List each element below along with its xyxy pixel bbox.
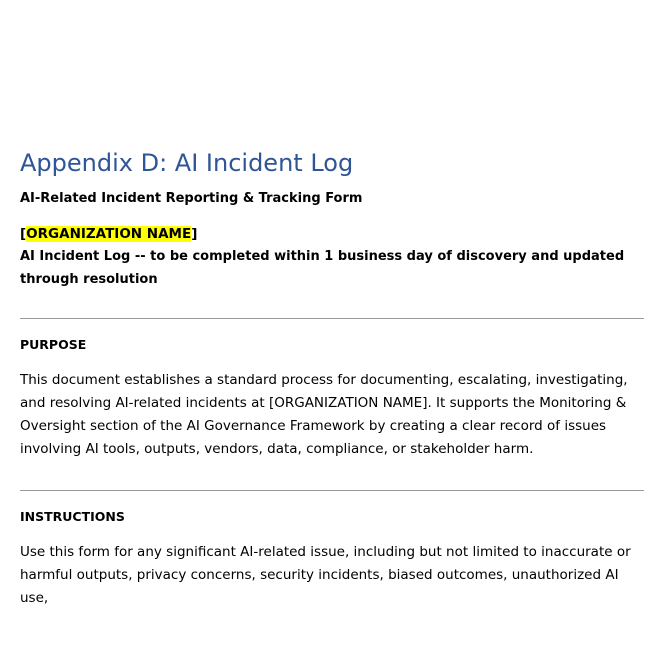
instructions-heading: INSTRUCTIONS (20, 509, 125, 524)
organization-name-placeholder: ORGANIZATION NAME (26, 226, 192, 242)
appendix-title: Appendix D: AI Incident Log (20, 149, 354, 177)
section-divider (20, 318, 644, 319)
purpose-heading: PURPOSE (20, 337, 87, 352)
org-open-bracket: [ (20, 226, 27, 242)
form-subtitle: AI-Related Incident Reporting & Tracking Form (20, 191, 363, 206)
completion-deadline-note: AI Incident Log -- to be completed within 1 business day of discovery and updated through resolution (20, 249, 625, 287)
section-divider (20, 490, 644, 491)
instructions-paragraph: Use this form for any significant AI-related issue, including but not limited to inaccurate or harmful outputs, privacy concerns, security incidents, biased outcomes, unauthorized AI use, (20, 544, 631, 606)
purpose-paragraph: This document establishes a standard process for documenting, escalating, investigating, and resolving AI-related incidents at [ORGANIZATION NAME]. It supports the Monitoring & Oversight section of the AI Governance Framework by creating a clear record of issues involving AI tools, outputs, vendors, data, compliance, or stakeholder harm. (20, 372, 628, 457)
document-page (20, 146, 644, 606)
organization-line (20, 224, 644, 244)
org-close-bracket: ] (191, 226, 198, 242)
